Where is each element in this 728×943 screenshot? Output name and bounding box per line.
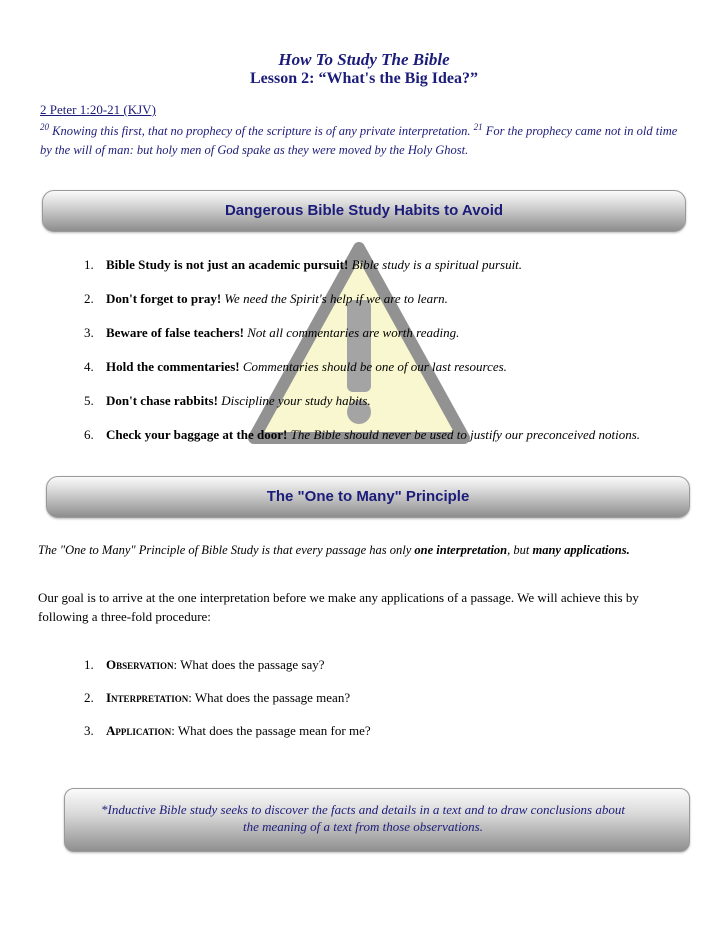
- item-description: Bible study is a spiritual pursuit.: [351, 257, 523, 272]
- section-heading: Dangerous Bible Study Habits to Avoid: [224, 202, 504, 219]
- list-item: [84, 656, 674, 674]
- item-number: 4.: [84, 359, 94, 374]
- note-text: *Inductive Bible study seeks to discover the facts and details in a text and to draw conclusions about the meaning of a text from those observations.: [101, 802, 625, 834]
- step-text: : What does the passage say?: [173, 657, 325, 672]
- step-text: : What does the passage mean for me?: [171, 723, 371, 738]
- inductive-note-box: [64, 788, 690, 852]
- verse-number: 20: [40, 122, 49, 132]
- item-number: 3.: [84, 325, 94, 340]
- paragraph-text: , but: [507, 543, 533, 557]
- verse-text: Knowing this first, that no prophecy of the scripture is of any private interpretation.: [52, 124, 471, 139]
- item-description: We need the Spirit's help if we are to learn.: [224, 291, 448, 306]
- section-banner-habits: [42, 190, 686, 232]
- list-item: [84, 392, 674, 410]
- steps-list: [84, 656, 674, 755]
- habits-list: [84, 256, 674, 460]
- emphasis-text: one interpretation: [414, 543, 508, 557]
- emphasis-text: many applications.: [532, 543, 630, 557]
- scripture-reference[interactable]: 2 Peter 1:20-21 (KJV): [40, 102, 156, 117]
- list-item: [84, 358, 674, 376]
- list-item: [84, 689, 674, 707]
- step-text: : What does the passage mean?: [188, 690, 351, 705]
- list-item: [84, 256, 674, 274]
- step-label: Interpretation: [106, 690, 189, 705]
- step-label: Observation: [106, 657, 174, 672]
- item-number: 1.: [84, 657, 94, 672]
- item-description: Commentaries should be one of our last resources.: [242, 359, 507, 374]
- list-item: [84, 722, 674, 740]
- item-title: Check your baggage at the door!: [106, 427, 288, 442]
- section-banner-principle: [46, 476, 690, 518]
- section-heading: The "One to Many" Principle: [266, 488, 470, 505]
- verse-text: For the prophecy came not in old time by the will of man: but holy men of God spake as they were moved by the Holy Ghost.: [40, 124, 678, 158]
- principle-paragraph: [38, 541, 688, 560]
- item-number: 2.: [84, 690, 94, 705]
- item-description: Not all commentaries are worth reading.: [247, 325, 460, 340]
- verse-number: 21: [473, 122, 483, 132]
- lesson-title: Lesson 2: “What's the Big Idea?”: [249, 70, 479, 87]
- scripture-text: [40, 118, 690, 160]
- paragraph-text: The "One to Many" Principle of Bible Study is that every passage has only: [38, 543, 415, 557]
- item-title: Beware of false teachers!: [106, 325, 245, 340]
- item-title: Don't forget to pray!: [106, 291, 222, 306]
- step-label: Application: [106, 723, 172, 738]
- list-item: [84, 290, 674, 308]
- document-title: How To Study The Bible: [278, 50, 450, 69]
- list-item: [84, 426, 674, 444]
- item-number: 5.: [84, 393, 94, 408]
- item-title: Hold the commentaries!: [106, 359, 240, 374]
- item-title: Bible Study is not just an academic pursuit!: [106, 257, 349, 272]
- list-item: [84, 324, 674, 342]
- item-description: Discipline your study habits.: [221, 393, 371, 408]
- item-number: 1.: [84, 257, 94, 272]
- item-title: Don't chase rabbits!: [106, 393, 218, 408]
- item-description: The Bible should never be used to justify our preconceived notions.: [290, 427, 641, 442]
- item-number: 2.: [84, 291, 94, 306]
- item-number: 6.: [84, 427, 94, 442]
- item-number: 3.: [84, 723, 94, 738]
- goal-paragraph: Our goal is to arrive at the one interpretation before we make any applications of a passage. We will achieve this by following a three-fold procedure:: [38, 590, 639, 624]
